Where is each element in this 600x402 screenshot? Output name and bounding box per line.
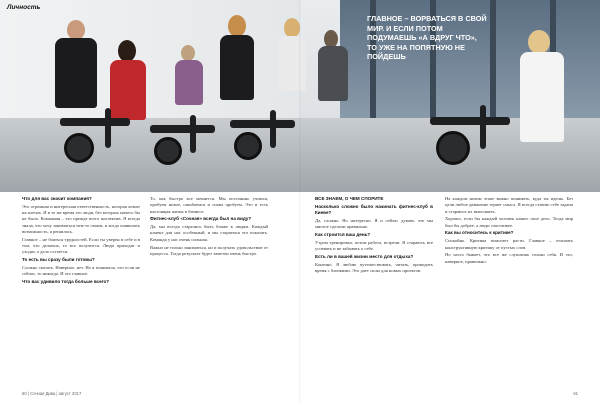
question-paragraph: То есть вы сразу были готовы? xyxy=(22,257,95,263)
body-paragraph: Спокойно. Критика помогает расти. Главное – отличать конструктивную критику от пустых слов. xyxy=(445,238,573,250)
question-paragraph: Как вы относитесь к критике? xyxy=(445,230,514,236)
body-paragraph: Но часто бывает, что все же слушаешь только себя. И это, наверное, правильно. xyxy=(445,252,573,264)
question-paragraph: Как строится ваш день? xyxy=(315,231,371,237)
body-paragraph: Хорошо, если бы каждый человек нашел свое дело. Тогда мир был бы добрее, а люди счастливее. xyxy=(445,216,573,228)
section-label: Личность xyxy=(7,4,41,11)
text-column-2 xyxy=(150,196,268,259)
body-paragraph: Да, сложно. Но интересно. Я и сейчас думаю, что мы многое сделали правильно. xyxy=(315,217,433,230)
question-paragraph: Что для вас значит компания? xyxy=(22,196,92,201)
question-paragraph: Что вас удивило тогда больше всего? xyxy=(22,279,110,285)
footer-left: 60 | Сочная Дива | август 2017 xyxy=(22,391,82,396)
text-column-3 xyxy=(315,196,433,276)
body-paragraph: Сложно сказать. Наверное, нет. Но я понимала, что если не сейчас, то никогда. И это главное. xyxy=(22,264,140,277)
photo-wall xyxy=(0,0,300,125)
text-column-4 xyxy=(445,196,573,266)
question-paragraph: ВСЕ ЗНАЕМ, О ЧЕМ СПОРИТЕ xyxy=(315,196,384,201)
question-paragraph: Есть ли в вашей жизни место для отдыха? xyxy=(315,253,414,259)
question-paragraph: Фитнес-клуб «Сочная» всегда был на виду? xyxy=(150,216,252,222)
body-paragraph: На каждом новом этапе важно понимать, куда ты идешь. Без цели любое движение теряет смысл. Я всегда ставлю себе задачи и стараюсь их выполнять. xyxy=(445,196,573,214)
body-paragraph: То, как быстро все меняется. Мы постоянно учимся, пробуем новое, ошибаемся и снова пробуем. Это и есть настоящая жизнь в бизнесе. xyxy=(150,196,268,214)
pull-quote: ГЛАВНОЕ – ВОРВАТЬСЯ В СВОЙ МИР. И ЕСЛИ ПОТОМ ПОДУМАЕШЬ «А ВДРУГ ЧТО», ТО УЖЕ НА ПОПЯТНУЮ НЕ ПОЙДЕШЬ xyxy=(367,14,487,61)
body-paragraph: Главное – не бояться трудностей. Если ты уверен в себе и в том, что делаешь, то все получится. Люди приходят и уходят, а дело остается. xyxy=(22,236,140,255)
body-paragraph: Важно не только заниматься, но и получать удовольствие от процесса. Тогда результат будет заметен очень быстро. xyxy=(150,244,268,256)
question-paragraph: Насколько сложно было начинать фитнес-клуб в Киеве? xyxy=(315,203,433,216)
text-column-1 xyxy=(22,196,140,287)
body-paragraph: Да, мы всегда старались быть ближе к людям. Каждый клиент для нас особенный, и мы стараемся это показать. Команда у нас очень сильная. xyxy=(150,224,268,242)
page-gutter xyxy=(299,0,301,402)
footer-right: 61 xyxy=(573,391,578,396)
body-paragraph: Утром тренировка, потом работа, встречи. Я стараюсь все успевать и не забывать о себе. xyxy=(315,239,433,252)
body-paragraph: Конечно. Я люблю путешествовать, читать, проводить время с близкими. Это дает силы для новых проектов. xyxy=(315,261,433,273)
body-paragraph: Это огромная и интересная ответственность, которая лежит на плечах. И в то же время это люди, без которых ничего бы не было. Компания – это прежде всего коллектив. Я всегда знала, что хочу заниматься чем-то своим, и когда появилась возможность, я решилась. xyxy=(22,203,140,234)
